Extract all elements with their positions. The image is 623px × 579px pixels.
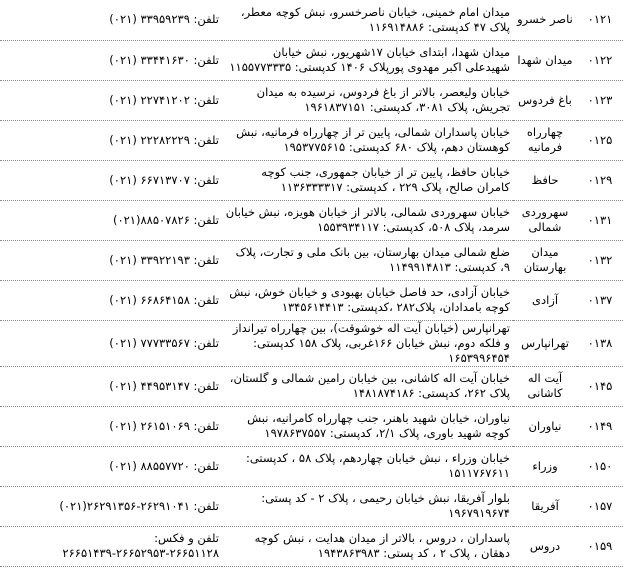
- branch-code: ۰۱۴۹: [577, 406, 623, 446]
- branch-code: ۰۱۳۲: [577, 240, 623, 280]
- branch-phone: تلفن: ۲۲۷۴۱۲۰۲ (۰۲۱): [0, 80, 222, 120]
- branch-name: سهروردی شمالی: [513, 200, 577, 240]
- table-row: [0, 320, 623, 366]
- table-row: [0, 486, 623, 526]
- table-row: [0, 80, 623, 120]
- branch-phone: تلفن و فکس: ۲۶۶۵۱۱۲۸-۲۶۶۵۲۹۵۳-۲۶۶۵۱۴۳۹: [0, 526, 222, 566]
- branch-code: ۰۱۲۲: [577, 40, 623, 80]
- branch-address: میدان امام خمینی، خیابان ناصرخسرو، نبش کوچه معطر، پلاک ۴۷ کدپستی: ۱۱۶۹۱۴۸۸۶: [222, 0, 513, 40]
- branch-phone: تلفن: ۳۳۹۵۹۲۳۹ (۰۲۱): [0, 0, 222, 40]
- branch-address: نیاوران، خیابان شهید باهنر، جنب چهارراه کامرانیه، نبش کوچه شهید باوری، پلاک ۲/۱، کدپستی: ۱۹۷۸۶۳۷۵۵۷: [222, 406, 513, 446]
- branch-phone: تلفن: ۶۶۸۶۴۱۵۸ (۰۲۱): [0, 280, 222, 320]
- table-row: [0, 160, 623, 200]
- branch-address: خیابان آزادی، حد فاصل خیابان بهبودی و خیابان خوش، نبش کوچه بامدادان، پلاک۲۸۲ ،کدپستی: ۱۳۴۵۶۱۴۴۱۳: [222, 280, 513, 320]
- branch-code: ۰۱۲۱: [577, 0, 623, 40]
- branch-phone: تلفن: ۲۲۲۸۲۲۲۹ (۰۲۱): [0, 120, 222, 160]
- branch-name: ناصر خسرو: [513, 0, 577, 40]
- branch-address: خیابان سهروردی شمالی، بالاتر از خیابان هویزه، نبش خیابان سرمد، پلاک ۵۰۸، کدپستی: ۱۵۵۳۹۳۴۱۱۷: [222, 200, 513, 240]
- branch-address: بلوار آفریقا، نبش خیابان رحیمی ، پلاک ۲ - کد پستی: ۱۹۶۷۹۱۹۶۷۴: [222, 486, 513, 526]
- branch-address: پاسداران ، دروس ، بالاتر از میدان هدایت ، نبش کوچه دهقان ، پلاک ۲ ، کد پستی: ۱۹۴۳۸۶۳۹۸۳: [222, 526, 513, 566]
- branch-name: میدان بهارستان: [513, 240, 577, 280]
- branch-address: خیابان حافظ، پایین تر از خیابان جمهوری، جنب کوچه کامران صالح، پلاک ۲۲۹ ، کدپستی: ۱۱۳۶۳۳۳۳۱۷: [222, 160, 513, 200]
- table-row: [0, 406, 623, 446]
- branch-name: دروس: [513, 526, 577, 566]
- branch-code: ۰۱۵۰: [577, 446, 623, 486]
- branch-name: میدان شهدا: [513, 40, 577, 80]
- branch-phone: تلفن: ۳۳۴۴۱۶۳۰ (۰۲۱): [0, 40, 222, 80]
- table-row: [0, 446, 623, 486]
- table-row: [0, 526, 623, 566]
- table-row: [0, 40, 623, 80]
- branch-phone: تلفن: ۷۷۷۳۳۵۶۷ (۰۲۱): [0, 320, 222, 366]
- table-row: [0, 200, 623, 240]
- branch-name: آیت اله کاشانی: [513, 366, 577, 406]
- branch-code: ۰۱۳۷: [577, 280, 623, 320]
- branch-phone: تلفن: ۶۶۷۱۳۷۰۷ (۰۲۱): [0, 160, 222, 200]
- branch-name: نیاوران: [513, 406, 577, 446]
- branch-name: حافظ: [513, 160, 577, 200]
- branch-phone: تلفن: ۳۳۹۲۲۱۹۳ (۰۲۱): [0, 240, 222, 280]
- branch-phone: تلفن: ۸۸۵۵۷۷۲۰ (۰۲۱): [0, 446, 222, 486]
- branch-address: تهرانپارس (خیابان آیت اله خوشوقت)، بین چهارراه تیرانداز و فلکه دوم، نبش خیابان ۱۶۶غربی، پلاک ۱۵۸ کدپستی: ۱۶۵۳۹۹۶۴۵۴: [222, 320, 513, 366]
- branch-address: خیابان آیت اله کاشانی، بین خیابان رامین شمالی و گلستان، پلاک ۲۶۲، کدپستی: ۱۴۸۱۸۷۴۱۸۶: [222, 366, 513, 406]
- branch-address: خیابان پاسداران شمالی، پایین تر از چهارراه فرمانیه، نبش کوهستان دهم، پلاک ۶۸۰ کدپستی: ۱۹۵۳۷۷۵۶۱۵: [222, 120, 513, 160]
- branch-code: ۰۱۵۹: [577, 526, 623, 566]
- branch-code: ۰۱۲۳: [577, 80, 623, 120]
- branch-name: باغ فردوس: [513, 80, 577, 120]
- branch-phone: تلفن: ۴۴۹۵۳۱۴۷ (۰۲۱): [0, 366, 222, 406]
- branch-address: خیابان وزراء ، نبش خیابان چهاردهم، پلاک ۵۸ ، کدپستی: ۱۵۱۱۷۶۷۶۱۱: [222, 446, 513, 486]
- branch-code: ۰۱۵۷: [577, 486, 623, 526]
- branch-code: ۰۱۴۵: [577, 366, 623, 406]
- branch-code: ۰۱۳۸: [577, 320, 623, 366]
- branch-code: ۰۱۳۱: [577, 200, 623, 240]
- table-row: [0, 280, 623, 320]
- table-row: [0, 366, 623, 406]
- table-row: [0, 120, 623, 160]
- table-row: [0, 240, 623, 280]
- branch-phone: تلفن: ۲۶۱۵۱۰۶۹ (۰۲۱): [0, 406, 222, 446]
- branch-address: خیابان ولیعصر، بالاتر از باغ فردوس، نرسیده به میدان تجریش، پلاک ۳۰۸۱، کدپستی: ۱۹۶۱۸۳۷۱۵۱: [222, 80, 513, 120]
- branch-code: ۰۱۲۹: [577, 160, 623, 200]
- branch-name: آفریقا: [513, 486, 577, 526]
- branch-name: تهرانپارس: [513, 320, 577, 366]
- table-row: [0, 0, 623, 40]
- branch-name: چهارراه فرمانیه: [513, 120, 577, 160]
- branch-phone: تلفن: ۸۸۵۰۷۸۲۶(۰۲۱): [0, 200, 222, 240]
- branch-address: ضلع شمالی میدان بهارستان، بین بانک ملی و تجارت، پلاک ۹، کدپستی: ۱۱۴۹۹۱۴۸۱۳: [222, 240, 513, 280]
- branch-name: وزراء: [513, 446, 577, 486]
- branch-address: میدان شهدا، ابتدای خیابان ۱۷شهریور، نبش خیابان شهیدعلی اکبر مهدوی پورپلاک ۱۴۰۶ کدپستی: ۱۱۵۵۷۷۳۳۳۵: [222, 40, 513, 80]
- branch-phone: تلفن: ۲۶۲۹۱۰۴۱-۲۶۲۹۱۳۵۶(۰۲۱): [0, 486, 222, 526]
- branch-code: ۰۱۲۵: [577, 120, 623, 160]
- branch-name: آزادی: [513, 280, 577, 320]
